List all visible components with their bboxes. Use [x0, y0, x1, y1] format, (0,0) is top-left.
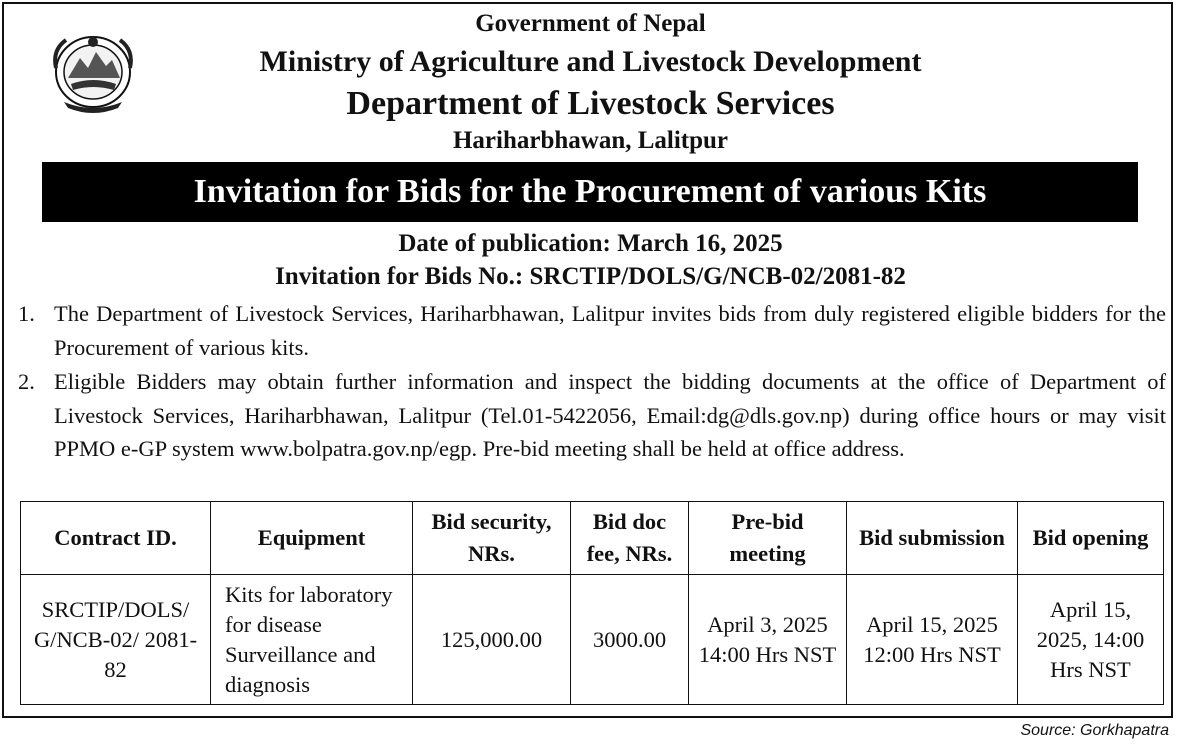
notice-title-banner: Invitation for Bids for the Procurement of various Kits	[42, 162, 1138, 222]
government-heading: Government of Nepal	[475, 10, 706, 37]
ministry-heading: Ministry of Agriculture and Livestock Development	[259, 45, 922, 78]
paragraph-2	[18, 365, 1166, 466]
cell-equipment: Kits for laboratory for disease Surveillance and diagnosis	[211, 575, 413, 705]
table-row	[21, 575, 1164, 705]
header-equipment: Equipment	[211, 502, 413, 575]
publication-date: Date of publication: March 16, 2025	[398, 230, 783, 257]
table-header-row	[21, 502, 1164, 575]
paragraph-text: The Department of Livestock Services, Hariharbhawan, Lalitpur invites bids from duly registered eligible bidders for the Procurement of various kits.	[54, 301, 1166, 360]
source-credit: Source: Gorkhapatra	[1020, 722, 1169, 739]
cell-bid-security: 125,000.00	[413, 575, 571, 705]
header-bid-submission: Bid submission	[847, 502, 1018, 575]
department-heading: Department of Livestock Services	[346, 85, 835, 122]
header-bid-security: Bid security, NRs.	[413, 502, 571, 575]
bid-number: Invitation for Bids No.: SRCTIP/DOLS/G/NCB-02/2081-82	[275, 263, 906, 290]
header-pre-bid-meeting: Pre-bid meeting	[689, 502, 847, 575]
header-bid-doc-fee: Bid doc fee, NRs.	[571, 502, 689, 575]
paragraph-number: 2.	[18, 369, 35, 394]
address-heading: Hariharbhawan, Lalitpur	[452, 127, 729, 154]
cell-bid-doc-fee: 3000.00	[571, 575, 689, 705]
paragraph-number: 1.	[18, 301, 35, 326]
header-contract-id: Contract ID.	[21, 502, 211, 575]
cell-bid-opening: April 15, 2025, 14:00 Hrs NST	[1018, 575, 1164, 705]
cell-pre-bid-meeting: April 3, 2025 14:00 Hrs NST	[689, 575, 847, 705]
cell-bid-submission: April 15, 2025 12:00 Hrs NST	[847, 575, 1018, 705]
cell-contract-id: SRCTIP/DOLS/ G/NCB-02/ 2081-82	[21, 575, 211, 705]
bid-schedule-table	[20, 501, 1164, 705]
paragraph-1	[18, 297, 1166, 364]
header-bid-opening: Bid opening	[1018, 502, 1164, 575]
paragraph-text: Eligible Bidders may obtain further information and inspect the bidding documents at the office of Department of Livestock Services, Hariharbhawan, Lalitpur (Tel.01-5422056, Email:dg@dls.gov.np) during office hours or may visit PPMO e-GP system www.bolpatra.gov.np/egp. Pre-bid meeting shall be held at office address.	[54, 369, 1166, 461]
